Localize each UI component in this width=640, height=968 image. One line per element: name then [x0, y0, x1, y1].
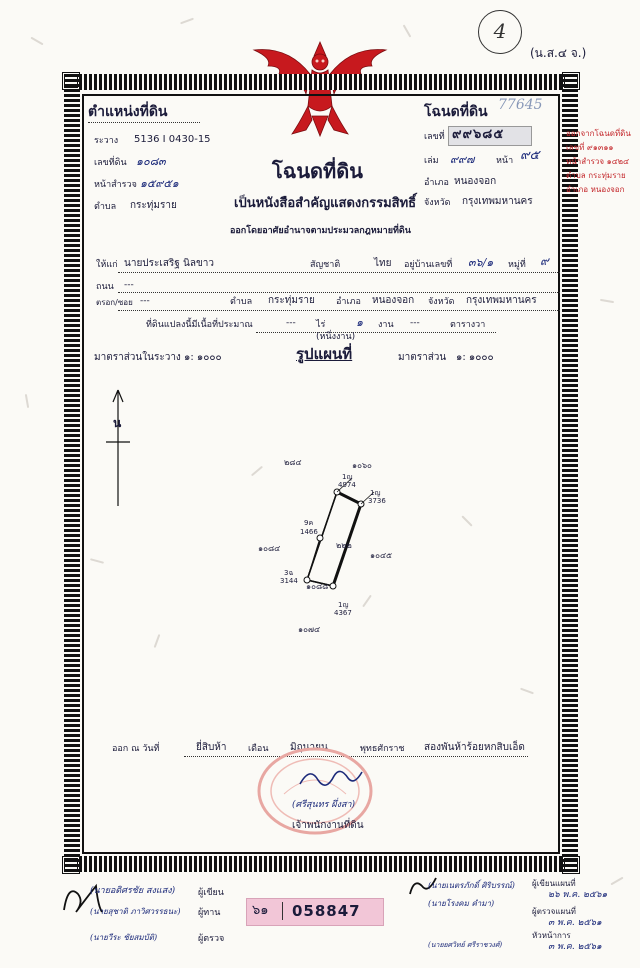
issued-day: ยี่สิบห้า: [196, 742, 227, 753]
house-no: ๓๖/๑: [468, 256, 494, 269]
volume-label: เล่ม: [424, 156, 439, 166]
peg-4-label: 3ฉ: [284, 569, 294, 577]
zone-value: 5136 I 0430-15: [134, 134, 211, 145]
footer-left-3-role: ผู้ตรวจ: [198, 934, 225, 944]
peg-2-label: 1ญ: [370, 489, 381, 497]
page-label: หน้า: [496, 156, 514, 166]
red-stamp-line2: เลขที่ ๙๑๓๑๑: [566, 143, 614, 152]
survey-page-value: ๑๕๙๕๑: [140, 177, 179, 190]
area-wa: ---: [410, 318, 420, 328]
map-neighbor-4: ๑๐๘๔: [258, 544, 281, 553]
owner-province-label: จังหวัด: [428, 297, 455, 307]
circled-number: [478, 10, 522, 54]
scale-right-label: มาตราส่วน: [398, 352, 447, 363]
moo-label: หมู่ที่: [508, 260, 526, 270]
land-no-value: ๑๐๘๓: [136, 155, 166, 168]
owner-name: นายประเสริฐ นิลขาว: [124, 258, 215, 269]
map-neighbor-2: ๑๐๖๐: [352, 461, 372, 470]
footer-right-3-name: (นายยศวิทย์ ศรีราชวงศ์): [428, 941, 503, 949]
officer-signature: [296, 762, 366, 794]
peg-1-no: 4974: [338, 481, 356, 489]
peg-5-no: 4367: [334, 609, 352, 617]
doc-code: (น.ส.๔ จ.): [530, 46, 587, 60]
footer-right-3-role: หัวหน้าการ: [532, 931, 571, 940]
title-number-handwritten: 77645: [498, 97, 543, 113]
province-label: จังหวัด: [424, 198, 451, 208]
area-ngan-label: งาน: [378, 320, 394, 330]
scale-right: ๑: ๑๐๐๐: [456, 352, 494, 363]
footer-left-1-name: (นายอดิศรชัย สงแสง): [90, 886, 176, 896]
map-neighbor-5: ๑๐๔๕: [370, 551, 393, 560]
subtitle: เป็นหนังสือสำคัญแสดงกรรมสิทธิ์: [234, 196, 417, 211]
issued-year: สองพันห้าร้อยหกสิบเอ็ด: [424, 742, 525, 753]
map-title: รูปแผนที่: [296, 345, 353, 363]
map-neighbor-3: ๒๒๒: [336, 541, 352, 550]
footer-right-1-date: ๒๖ พ.ค. ๒๕๖๑: [548, 890, 608, 900]
owner-province: กรุงเทพมหานคร: [466, 295, 537, 306]
peg-1-label: 1ญ: [342, 473, 353, 481]
give-label: ให้แก่: [96, 260, 118, 270]
nationality-label: สัญชาติ: [310, 260, 341, 270]
peg-3-no: 1466: [300, 528, 318, 536]
red-stamp-line4: ตำบล กระทุ่มราย: [566, 171, 626, 180]
issued-month: มิถุนายน: [290, 742, 328, 753]
red-stamp-line1: ออกจากโฉนดที่ดิน: [566, 129, 631, 138]
owner-subdistrict: กระทุ่มราย: [268, 295, 315, 306]
page-value: ๙๕: [520, 148, 540, 163]
volume-value: ๙๙๗: [450, 153, 475, 166]
house-label: อยู่บ้านเลขที่: [404, 260, 453, 270]
area-rai: ---: [286, 318, 296, 328]
issued-at-label: ออก ณ วันที่: [112, 744, 160, 754]
peg-5-label: 1ญ: [338, 601, 349, 609]
footer-left-2-role: ผู้ทาน: [198, 908, 221, 918]
road-label: ถนน: [96, 282, 114, 292]
road: ---: [124, 280, 134, 290]
issued-month-label: เดือน: [248, 744, 269, 754]
owner-district: หนองจอก: [372, 295, 415, 306]
peg-2-no: 3736: [368, 497, 386, 505]
serial-prefix: ๖๑: [252, 903, 269, 918]
subdistrict-value: กระทุ่มราย: [130, 200, 177, 211]
footer-right-1-name: (นายเนตรภักดิ์ ศิริบรรณ์): [428, 881, 515, 890]
district-label: อำเภอ: [424, 178, 449, 188]
map-neighbor-6: ๑๐๘๘: [306, 582, 329, 591]
no-value: ๙๙๖๘๕: [452, 127, 505, 142]
officer-name: (ศรีสุนทร ผึ่งสา): [292, 800, 356, 810]
footer-right-3-date: ๓ พ.ค. ๒๕๖๑: [548, 942, 602, 952]
peg-3-label: 9ค: [304, 519, 314, 527]
north-label: น: [113, 416, 122, 430]
peg-4-no: 3144: [280, 577, 298, 585]
zone-label: ระวาง: [94, 136, 119, 146]
area-label: ที่ดินแปลงนี้มีเนื้อที่ประมาณ: [146, 320, 253, 330]
land-no-label: เลขที่ดิน: [94, 158, 127, 168]
serial-number: 058847: [292, 902, 361, 920]
owner-district-label: อำเภอ: [336, 297, 361, 307]
main-title: โฉนดที่ดิน: [272, 159, 363, 183]
area-ngan-text: (หนึ่งงาน): [316, 332, 356, 342]
area-rai-label: ไร่: [316, 320, 326, 330]
district-value: หนองจอก: [454, 176, 497, 187]
circled-number-text: 4: [493, 19, 507, 43]
area-wa-label: ตารางวา: [450, 320, 486, 330]
subtitle-2: ออกโดยอาศัยอำนาจตามประมวลกฎหมายที่ดิน: [230, 226, 411, 236]
footer-left-1-role: ผู้เขียน: [198, 888, 224, 898]
survey-page-label: หน้าสำรวจ: [94, 180, 137, 190]
footer-right-2-name: (นายโรงคม คำมา): [428, 899, 495, 908]
area-ngan: ๑: [356, 316, 363, 329]
footer-right-2-date: ๓ พ.ค. ๒๕๖๑: [548, 918, 602, 928]
nationality: ไทย: [374, 258, 392, 269]
serial-divider: [282, 902, 283, 920]
province-value: กรุงเทพมหานคร: [462, 196, 533, 207]
footer-left-2-name: (นายสุชาติ ภาวิศวรรธนะ): [90, 907, 181, 916]
map-neighbor-1: ๒๘๔: [284, 458, 302, 467]
map-neighbor-7: ๑๐๗๔: [298, 625, 321, 634]
issued-year-label: พุทธศักราช: [360, 744, 405, 754]
no-label: เลขที่: [424, 132, 445, 142]
soi-label: ตรอก/ซอย: [96, 298, 133, 307]
soi: ---: [140, 296, 150, 306]
red-stamp-line3: หน้าสำรวจ ๑๔๒๔: [566, 157, 630, 166]
scale-left: ๑: ๑๐๐๐: [184, 352, 222, 363]
officer-label: เจ้าพนักงานที่ดิน: [292, 820, 364, 831]
footer-left-3-name: (นายวีระ ชัยสมบัติ): [90, 933, 158, 942]
parcel-map: [240, 440, 420, 640]
footer-right-1-role: ผู้เขียนแผนที่: [532, 879, 576, 888]
title-label: โฉนดที่ดิน: [424, 104, 488, 120]
footer-right-2-role: ผู้ตรวจแผนที่: [532, 907, 576, 916]
scale-left-label: มาตราส่วนในระวาง: [94, 352, 181, 363]
red-stamp-line5: อำเภอ หนองจอก: [566, 185, 625, 194]
moo: ๙: [540, 254, 549, 268]
location-label: ตำแหน่งที่ดิน: [88, 104, 168, 120]
owner-subdistrict-label: ตำบล: [230, 297, 253, 307]
north-arrow-icon: [106, 388, 130, 508]
subdistrict-label: ตำบล: [94, 202, 117, 212]
